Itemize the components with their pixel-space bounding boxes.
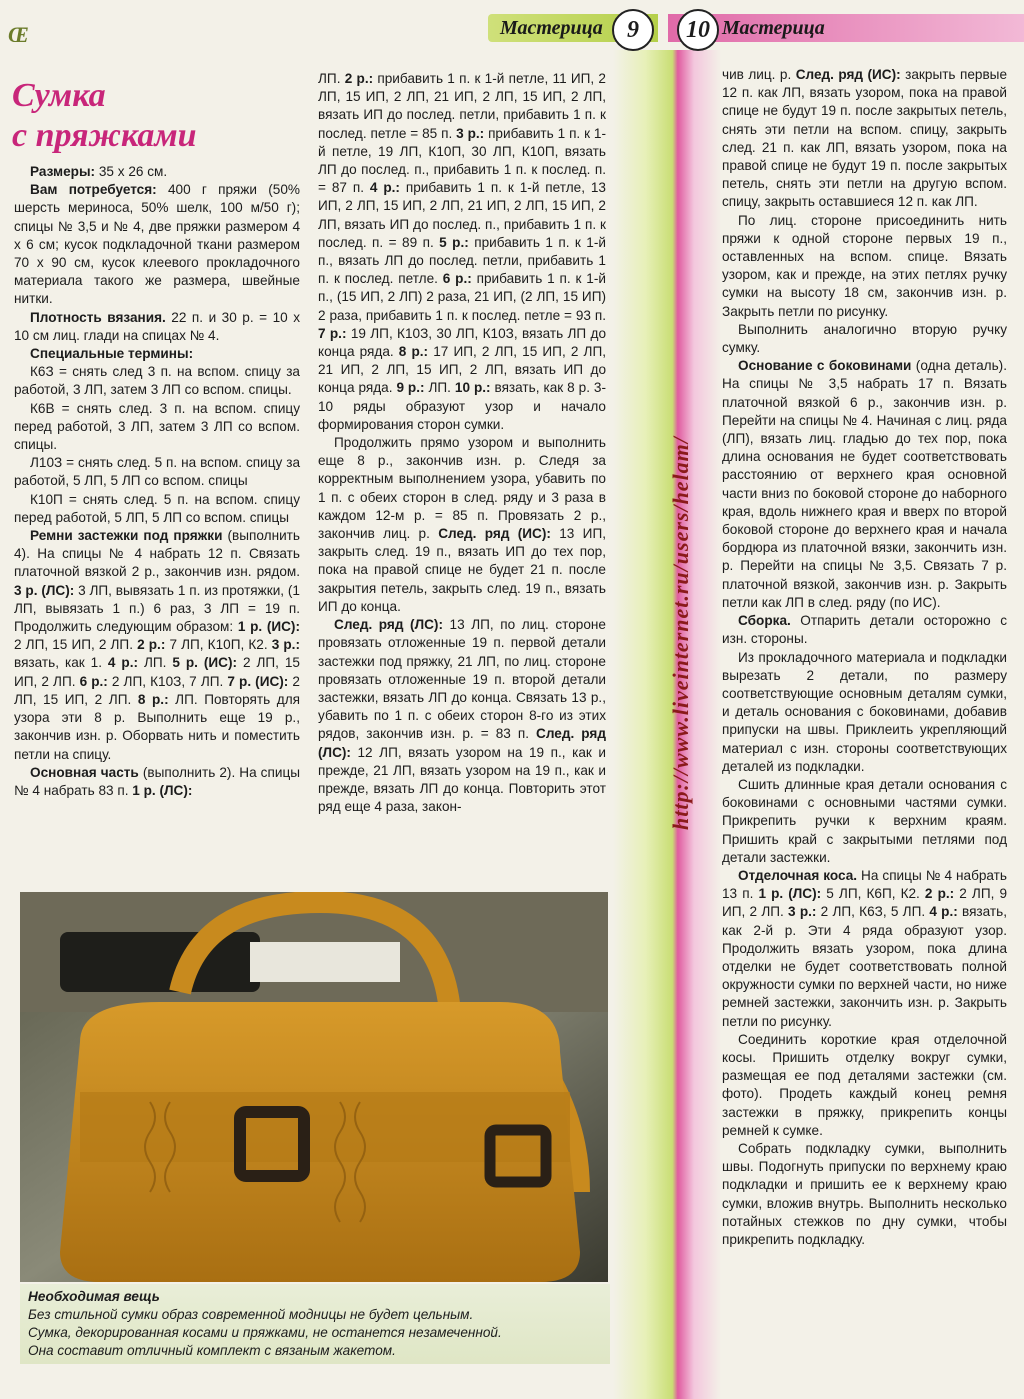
paragraph: Размеры: 35 х 26 см. xyxy=(30,164,168,179)
paragraph: К10П = снять след. 5 п. на вспом. спицу перед работой, 5 ЛП, 5 ЛП со вспом. спицы xyxy=(14,491,300,525)
paragraph: К6З = снять след 3 п. на вспом. спицу за работой, 3 ЛП, затем 3 ЛП со вспом. спицы. xyxy=(14,364,300,398)
paragraph: К6В = снять след. 3 п. на вспом. спицу перед работой, 3 ЛП, затем 3 ЛП со вспом. спицы. xyxy=(14,400,300,453)
paragraph: Основание с боковинами (одна деталь). На спицы № 3,5 набрать 17 п. Вязать платочной вязкой 6 р., закончив изн. р. Перейти на спицы № 4. Начиная с лиц. ряда (ЛП), вязать лиц. гладью до тех пор, пока длина основания не будет соответствовать расстоянию от верхнего края основной части вниз по боковой стороне до наборного края, вдоль нижнего края и вверх по второй боковой стороне до верхнего края и начала бордюра из платочной вязки, закончить изн. р. Перейти на спицы № 3,5. Связать 7 р. платочной вязкой, закончив изн. р. Закрыть петли как ЛП в след. ряду (по ИС). xyxy=(722,358,1007,610)
photo-caption xyxy=(28,1288,608,1360)
caption-line: Без стильной сумки образ современной модницы не будет цельным. xyxy=(28,1307,474,1322)
paragraph: Сборка. Отпарить детали осторожно с изн. стороны. xyxy=(722,613,1007,647)
brand-right: Мастерица xyxy=(722,17,825,39)
paragraph: ЛП. 2 р.: прибавить 1 п. к 1-й петле, 11 ИП, 2 ЛП, 15 ИП, 2 ЛП, 21 ИП, 2 ЛП, 15 ИП, 2 ЛП, вязать ИП до послед. петли, прибавить 1 п. к послед. петле = 85 п. 3 р.: прибавить 1 п. к 1-й петле, 19 ЛП, К10П, 30 ЛП, К10П, вязать ЛП до послед. п., прибавить 1 п. к послед. п. = 87 п. 4 р.: прибавить 1 п. к 1-й петле, 13 ИП, 2 ЛП, 15 ИП, 2 ЛП, 21 ИП, 2 ЛП, 15 ИП, 2 ЛП, вязать ИП до послед. п., прибавить 1 п. к послед. п. = 89 п. 5 р.: прибавить 1 п. к 1-й п., вязать ЛП до послед. петли, прибавить 1 п. к послед. петле. 6 р.: прибавить 1 п. к 1-й п., (15 ИП, 2 ЛП) 2 раза, 21 ИП, (2 ЛП, 15 ИП) 2 раза, прибавить 1 п. к послед. петле = 93 п. 7 р.: 19 ЛП, К10З, 30 ЛП, К10З, вязать ЛП до конца ряда. 8 р.: 17 ИП, 2 ЛП, 15 ИП, 2 ЛП, 21 ИП, 2 ЛП, 15 ИП, 2 ЛП, вязать ИП до конца ряда. 9 р.: ЛП. 10 р.: вязать, как 8 р. 3-10 ряды образуют узор и начало формирования сторон сумки. xyxy=(318,71,607,432)
bag-photo xyxy=(20,892,608,1282)
paragraph: Соединить короткие края отделочной косы. Пришить отделку вокруг сумки, размещая ее под деталями застежки (см. фото). Продеть каждый конец ремня застежки в пряжку, прикрепить концы ремней к сумке. xyxy=(722,1031,1007,1138)
paragraph: чив лиц. р. След. ряд (ИС): закрыть первые 12 п. как ЛП, вязать узором, пока на правой спице не будут 19 п. после закрытых петель, снять эти петли на вспом. спицу, закрыть след. 21 п. как ЛП, вязать узором, пока на правой спице не будут 19 п. после закрытых петель, снять эти петли на другую вспом. спицу, закрыть оставшиеся 12 п. как ЛП. xyxy=(722,67,1008,210)
paragraph: Плотность вязания. 22 п. и 30 р. = 10 х 10 см лиц. глади на спицах № 4. xyxy=(14,309,300,343)
paragraph: Сшить длинные края детали основания с боковинами с основными частями сумки. Прикрепить ручки к верхним краям. Пришить край с закрытыми петлями под детали застежки. xyxy=(722,776,1007,865)
paragraph: След. ряд (ЛС): 13 ЛП, по лиц. стороне провязать отложенные 19 п. первой детали застежки под пряжку, 21 ЛП, по лиц. стороне провязать отложенные 19 п. второй детали застежки, вязать ЛП до конца. Связать 13 р., убавить по 1 п. с обеих сторон 8-го из этих рядов, закончив изн. р. = 83 п. След. ряд (ЛС): 12 ЛП, вязать узором на 19 п., как и прежде, 21 ЛП, вязать узором на 19 п., как и прежде, вязать ЛП до конца. Повторить этот ряд еще 4 раза, закон- xyxy=(318,617,606,815)
paragraph: Ремни застежки под пряжки (выполнить 4). На спицы № 4 набрать 12 п. Связать платочной вязкой 2 р., закончив изн. рядом. 3 р. (ЛС): 3 ЛП, вывязать 1 п. из протяжки, (1 ЛП, вывязать 1 п.) 6 раз, 3 ЛП = 19 п. Продолжить следующим образом: 1 р. (ИС): 2 ЛП, 15 ИП, 2 ЛП. 2 р.: 7 ЛП, К10П, К2. 3 р.: вязать, как 1. 4 р.: ЛП. 5 р. (ИС): 2 ЛП, 15 ИП, 2 ЛП. 6 р.: 2 ЛП, К10З, 7 ЛП. 7 р. (ИС): 2 ЛП, 15 ИП, 2 ЛП. 8 р.: ЛП. Повторять для узора эти 8 р. Выполнить еще 19 р., закончив изн. р. Оборвать нить и поместить петли на спицу. xyxy=(14,528,300,762)
caption-heading: Необходимая вещь xyxy=(28,1289,160,1304)
paragraph: По лиц. стороне присоединить нить пряжи к одной стороне первых 19 п., оставленных на вспом. спице. Вязать узором, как и прежде, на этих петлях ручку сумки на высоту 18 см, закончив изн. р. Закрыть петли по рисунку. xyxy=(722,212,1007,319)
caption-line: Она составит отличный комплект с вязаным жакетом. xyxy=(28,1343,396,1358)
page-spine xyxy=(613,50,721,1399)
column-1 xyxy=(14,163,300,800)
paragraph: Собрать подкладку сумки, выполнить швы. Подогнуть припуски по верхнему краю подкладки и пришить ее к верхнему краю сумки, вложив внутрь. Выполнить несколько потайных стежков по дну сумки, чтобы прикрепить подкладку. xyxy=(722,1140,1007,1247)
column-2 xyxy=(318,70,606,816)
caption-line: Сумка, декорированная косами и пряжками, не останется незамеченной. xyxy=(28,1325,502,1340)
magazine-logo: Œ xyxy=(8,22,29,47)
title-line-1: Сумка xyxy=(12,77,106,114)
title-line-2: с пряжками xyxy=(12,117,197,154)
page-number-left: 9 xyxy=(612,9,654,51)
paragraph: Специальные термины: xyxy=(30,346,194,362)
brand-left: Мастерица xyxy=(500,17,603,39)
page-number-right: 10 xyxy=(677,9,719,51)
paragraph: Продолжить прямо узором и выполнить еще 8 р., закончив изн. р. Следя за корректным выполнением узора, убавить по 1 п. с обеих сторон в след. ряду и 3 раза в каждом 12-м р. = 85 п. Провязать 2 р., закончив лиц. р. След. ряд (ИС): 13 ИП, закрыть след. 19 п., вязать ИП до тех пор, пока на правой спице не будет 21 п. после закрытия петель, закрыть след. 19 п., вязать ИП до конца. xyxy=(318,435,606,614)
knitted-bag-illustration xyxy=(20,892,608,1282)
paragraph: Л10З = снять след. 5 п. на вспом. спицу за работой, 5 ЛП, 5 ЛП со вспом. спицы xyxy=(14,455,300,489)
paragraph: Вам потребуется: 400 г пряжи (50% шерсть мериноса, 50% шелк, 100 м/50 г); спицы № 3,5 и № 4, две пряжки размером 4 х 6 см; кусок подкладочной ткани размером 70 х 90 см, кусок клеевого прокладочного материала такого же размера, швейные нитки. xyxy=(14,182,300,307)
watermark-url: http://www.liveinternet.ru/users/helam/ xyxy=(668,436,693,830)
paragraph: Из прокладочного материала и подкладки вырезать 2 детали, по размеру соответствующие основным деталям сумки, и деталь основания с боковинами, добавив припуски на швы. Приклеить укрепляющий материал с изн. стороны соответствующих деталей из подкладки. xyxy=(722,649,1007,774)
paragraph: Отделочная коса. На спицы № 4 набрать 13 п. 1 р. (ЛС): 5 ЛП, К6П, К2. 2 р.: 2 ЛП, 9 ИП, 2 ЛП. 3 р.: 2 ЛП, К6З, 5 ЛП. 4 р.: вязать, как 2-й р. Эти 4 ряда образуют узор. Продолжить вязать узором, пока длина отделки не будет соответствовать полной окружности сумки по верхней части, но ниже ремней застежки, закончить изн. р. Закрыть петли по рисунку. xyxy=(722,867,1008,1029)
paragraph: Основная часть (выполнить 2). На спицы № 4 набрать 83 п. 1 р. (ЛС): xyxy=(14,764,300,798)
column-3 xyxy=(722,66,1007,1249)
article-title xyxy=(12,76,197,156)
paragraph: Выполнить аналогично вторую ручку сумку. xyxy=(722,321,1007,356)
